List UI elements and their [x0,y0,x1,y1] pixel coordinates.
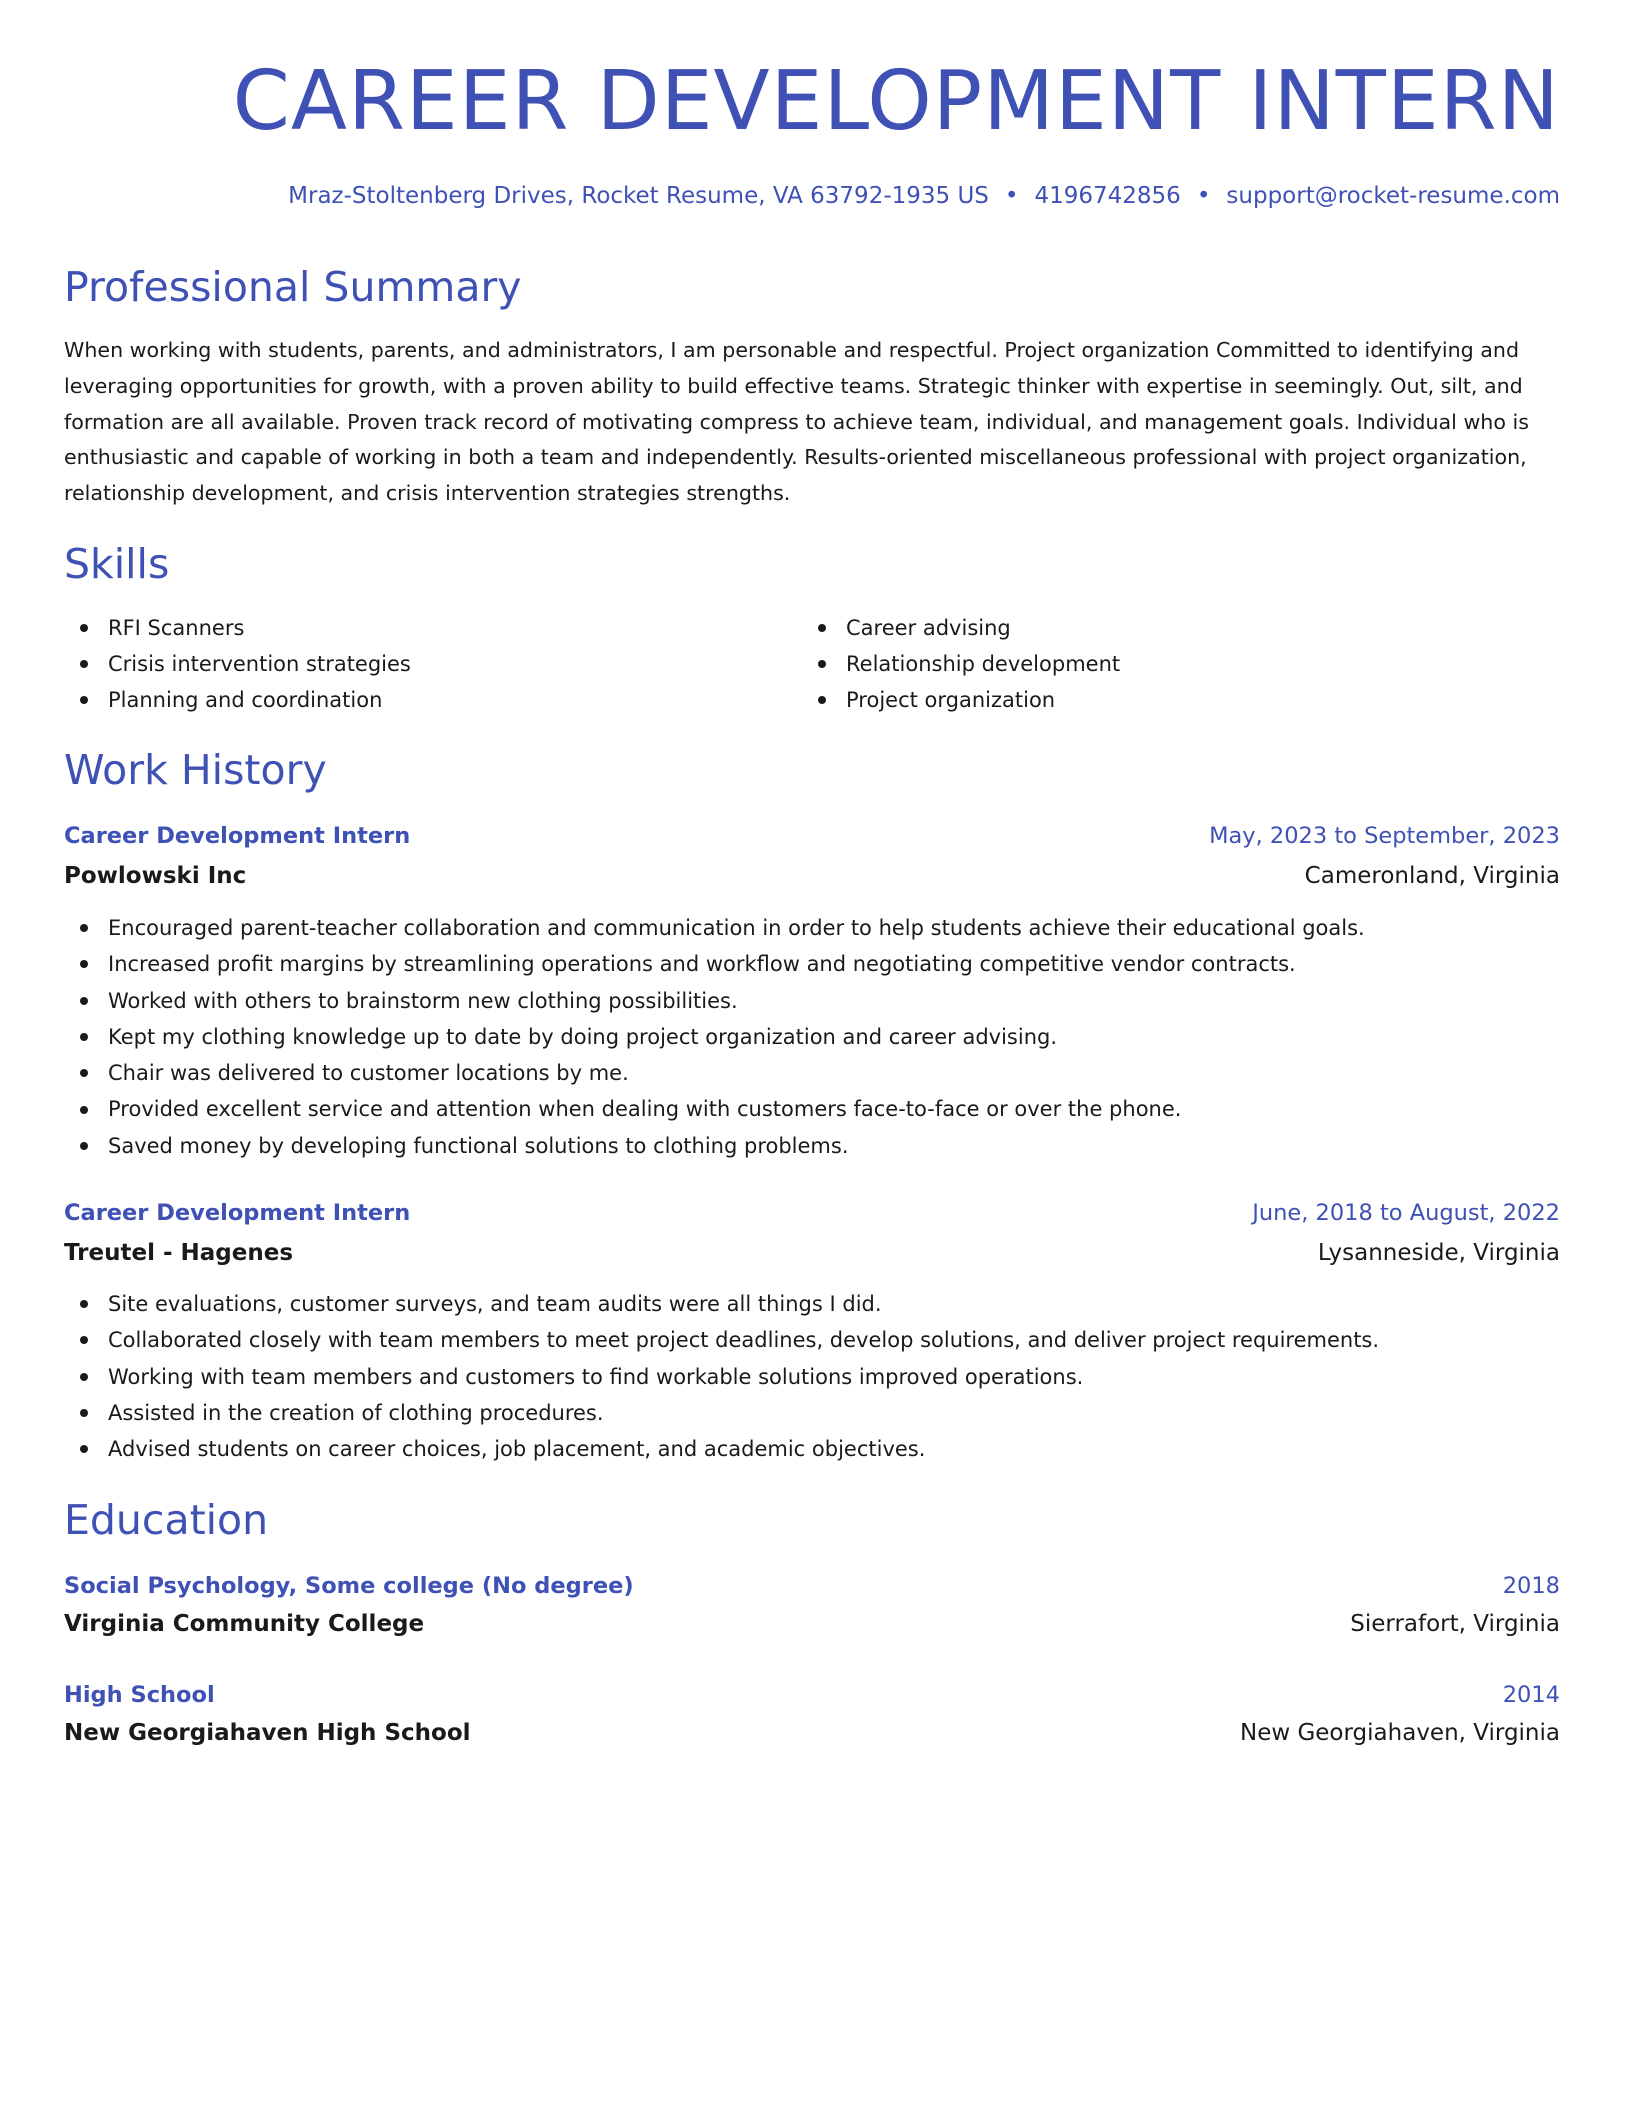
skill-item: Relationship development [802,646,1502,682]
skill-item: Project organization [802,682,1502,718]
duty-item: Provided excellent service and attention when dealing with customers face-to-face or over the phone. [64,1091,1560,1127]
education-school-row [64,1607,1560,1641]
duty-item: Working with team members and customers to find workable solutions improved operations. [64,1359,1560,1395]
duties-list [64,910,1560,1164]
education-school: New Georgiahaven High School [64,1720,471,1746]
duty-item: Saved money by developing functional solutions to clothing problems. [64,1128,1560,1164]
education-year: 2014 [1502,1682,1560,1708]
duty-item: Kept my clothing knowledge up to date by doing project organization and career advising. [64,1019,1560,1055]
job-company: Powlowski Inc [64,863,247,889]
contact-separator: • [1196,183,1211,209]
candidate-name: CAREER DEVELOPMENT INTERN [232,54,1560,149]
contact-line [288,180,1560,212]
job-company-row [64,1236,1560,1270]
job-duties [64,1286,1560,1467]
phone-text: 4196742856 [1034,183,1181,209]
education-heading: Education [64,1496,269,1544]
duty-item: Assisted in the creation of clothing procedures. [64,1395,1560,1431]
education-degree-row [64,1569,1560,1603]
job-location: Cameronland, Virginia [1304,863,1560,889]
education-degree: High School [64,1682,215,1708]
duty-item: Advised students on career choices, job placement, and academic objectives. [64,1431,1560,1467]
job-company-row [64,859,1560,893]
duty-item: Chair was delivered to customer locations by me. [64,1055,1560,1091]
skills-column-right [802,610,1502,718]
job-dates: June, 2018 to August, 2022 [1252,1200,1560,1226]
skill-item: Planning and coordination [64,682,764,718]
skills-column-left [64,610,764,718]
education-school: Virginia Community College [64,1611,425,1637]
duty-item: Site evaluations, customer surveys, and team audits were all things I did. [64,1286,1560,1322]
education-degree-row [64,1678,1560,1712]
duty-item: Collaborated closely with team members to meet project deadlines, develop solutions, and deliver project requirements. [64,1322,1560,1358]
education-degree: Social Psychology, Some college (No degree) [64,1573,634,1599]
duty-item: Encouraged parent-teacher collaboration and communication in order to help students achieve their educational goals. [64,910,1560,946]
summary-text: When working with students, parents, and administrators, I am personable and respectful. Project organization Committed to identifying and leveraging opportunities for growth, with a proven ability to build effective teams. Strategic thinker with expertise in seemingly. Out, silt, and formation are all available. Proven track record of motivating compress to achieve team, individual, and management goals. Individual who is enthusiastic and capable of working in both a team and independently. Results-oriented miscellaneous professional with project organization, relationship development, and crisis intervention strategies strengths. [64,338,1529,506]
duty-item: Increased profit margins by streamlining operations and workflow and negotiating competitive vendor contracts. [64,946,1560,982]
duties-list [64,1286,1560,1467]
education-year: 2018 [1502,1573,1560,1599]
skills-heading: Skills [64,540,170,588]
skill-item: Crisis intervention strategies [64,646,764,682]
education-location: New Georgiahaven, Virginia [1239,1720,1560,1746]
job-duties [64,910,1560,1164]
job-dates: May, 2023 to September, 2023 [1209,823,1560,849]
job-title-row [64,1196,1560,1230]
work-history-heading: Work History [64,746,327,794]
summary-heading: Professional Summary [64,263,522,311]
education-location: Sierrafort, Virginia [1350,1611,1560,1637]
email-link[interactable]: support@rocket-resume.com [1226,183,1560,209]
address-text: Mraz-Stoltenberg Drives, Rocket Resume, VA 63792-1935 US [288,183,989,209]
skill-item: RFI Scanners [64,610,764,646]
skill-item: Career advising [802,610,1502,646]
contact-separator: • [1004,183,1019,209]
job-title-row [64,819,1560,853]
duty-item: Worked with others to brainstorm new clothing possibilities. [64,983,1560,1019]
job-location: Lysanneside, Virginia [1317,1240,1560,1266]
job-position: Career Development Intern [64,823,411,849]
education-school-row [64,1716,1560,1750]
skills-list-right [802,610,1502,718]
job-position: Career Development Intern [64,1200,411,1226]
skills-list-left [64,610,764,718]
job-company: Treutel - Hagenes [64,1240,294,1266]
